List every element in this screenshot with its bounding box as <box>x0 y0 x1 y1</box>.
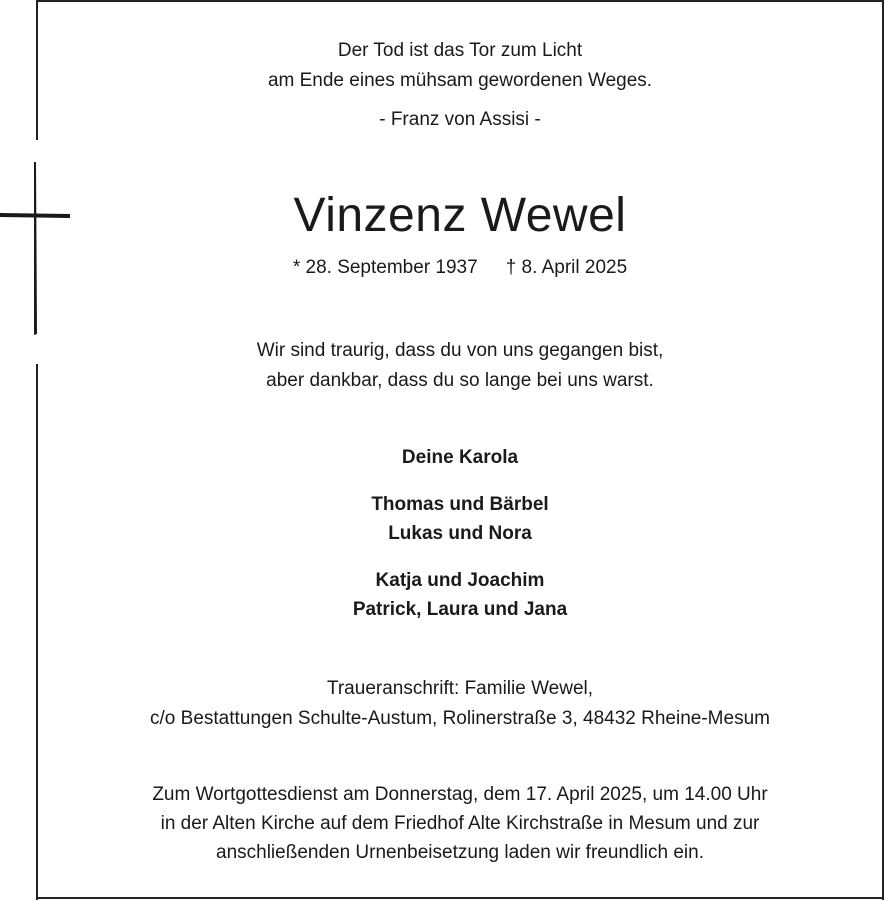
service-line: Zum Wortgottesdienst am Donnerstag, dem 17. April 2025, um 14.00 Uhr <box>152 784 768 805</box>
mourning-sentence <box>38 336 882 396</box>
deceased-name-text: Vinzenz Wewel <box>293 189 627 242</box>
address-line: c/o Bestattungen Schulte-Austum, Rolinerstraße 3, 48432 Rheine-Mesum <box>150 708 770 729</box>
mourner-name: Deine Karola <box>401 447 519 468</box>
cross-icon <box>0 158 72 338</box>
life-dates <box>38 254 882 282</box>
deceased-name <box>38 186 882 246</box>
mourner-group-daughter <box>38 566 882 624</box>
mourning-address <box>38 674 882 734</box>
address-line: Traueranschrift: Familie Wewel, <box>326 678 594 699</box>
mourner-group-spouse <box>38 443 882 472</box>
frame-bottom-border <box>36 897 884 899</box>
birth-date: * 28. September 1937 <box>292 257 478 278</box>
mourner-group-son <box>38 490 882 548</box>
quote <box>38 36 882 96</box>
mourner-name: Lukas und Nora <box>388 523 532 544</box>
mourner-name: Katja und Joachim <box>375 570 545 591</box>
mourner-name: Thomas und Bärbel <box>371 494 549 515</box>
sentence-line: Wir sind traurig, dass du von uns gegangen bist, <box>256 340 664 361</box>
quote-author-text: - Franz von Assisi - <box>379 109 541 130</box>
service-announcement <box>38 780 882 867</box>
quote-line: Der Tod ist das Tor zum Licht <box>337 40 583 61</box>
sentence-line: aber dankbar, dass du so lange bei uns warst. <box>266 370 654 391</box>
service-line: in der Alten Kirche auf dem Friedhof Alte Kirchstraße in Mesum und zur <box>160 813 760 834</box>
frame-top-border <box>36 0 884 2</box>
quote-line: am Ende eines mühsam gewordenen Weges. <box>267 70 653 91</box>
service-line: anschließenden Urnenbeisetzung laden wir freundlich ein. <box>216 842 704 863</box>
death-date: † 8. April 2025 <box>505 257 628 278</box>
quote-author <box>38 106 882 134</box>
mourner-name: Patrick, Laura und Jana <box>352 599 568 620</box>
